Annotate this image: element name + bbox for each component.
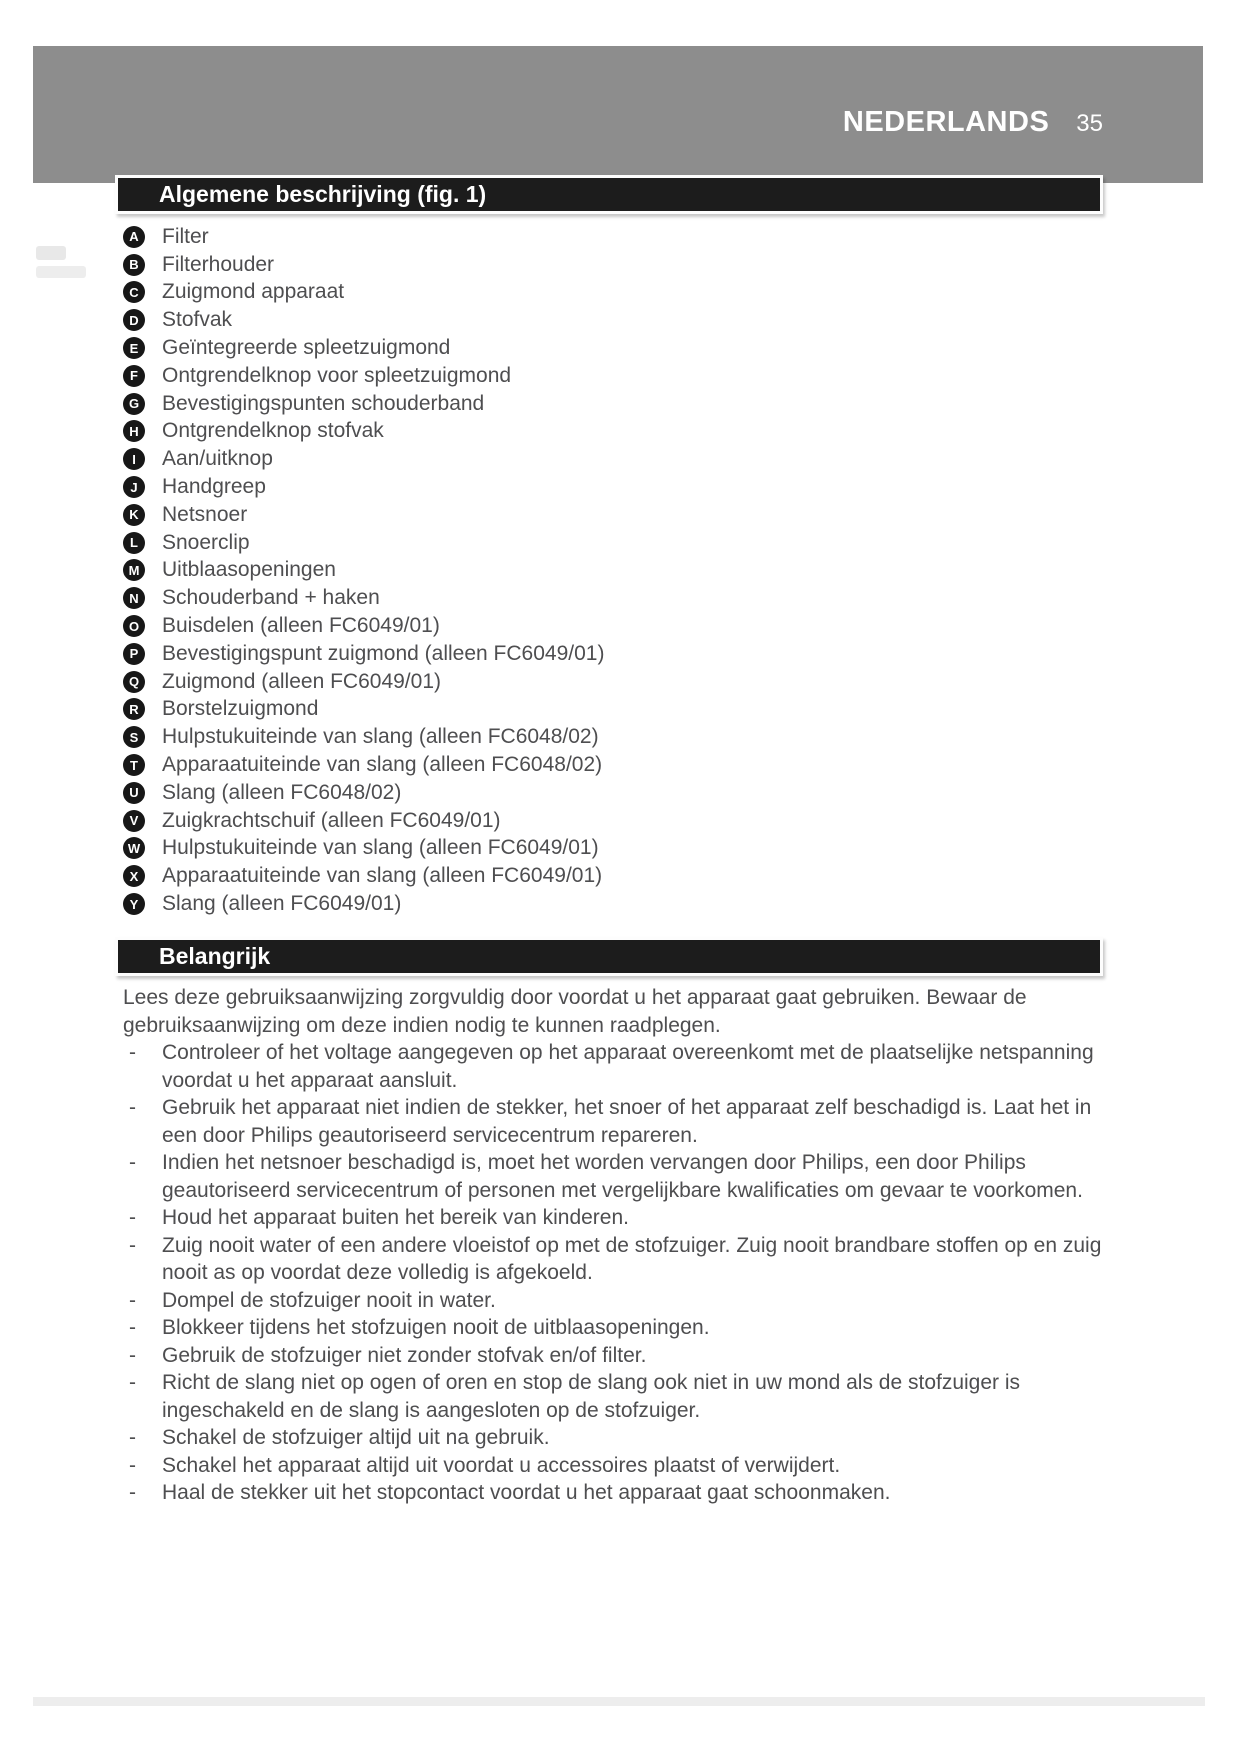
part-row: [123, 862, 604, 890]
part-label: Slang (alleen FC6049/01): [162, 892, 402, 916]
part-letter-badge: V: [123, 810, 145, 832]
safety-bullet: [123, 1369, 1113, 1424]
part-row: [123, 835, 604, 863]
dash-bullet: -: [129, 1371, 136, 1394]
safety-bullet: [123, 1479, 1113, 1507]
dash-bullet: -: [129, 1481, 136, 1504]
part-row: [123, 751, 604, 779]
scan-artifact-bottom-strip: [33, 1697, 1205, 1706]
safety-bullet: [123, 1204, 1113, 1232]
page-header: [843, 106, 1103, 139]
dash-bullet: -: [129, 1426, 136, 1449]
important-title: Belangrijk: [159, 943, 271, 969]
part-label: Zuigmond (alleen FC6049/01): [162, 669, 441, 693]
part-row: [123, 696, 604, 724]
part-letter-badge: M: [123, 559, 145, 581]
part-label: Filterhouder: [162, 252, 275, 276]
safety-bullet: [123, 1342, 1113, 1370]
part-row: [123, 362, 604, 390]
part-letter-badge: K: [123, 504, 145, 526]
part-label: Slang (alleen FC6048/02): [162, 780, 402, 804]
part-row: [123, 529, 604, 557]
part-letter-badge: B: [123, 254, 145, 276]
part-letter-badge: H: [123, 420, 145, 442]
part-letter-badge: F: [123, 365, 145, 387]
part-letter-badge: J: [123, 476, 145, 498]
part-label: Ontgrendelknop stofvak: [162, 419, 384, 443]
important-content: [123, 984, 1113, 1507]
part-letter-badge: W: [123, 837, 145, 859]
general-description-title: Algemene beschrijving (fig. 1): [159, 181, 487, 207]
part-row: [123, 779, 604, 807]
part-row: [123, 584, 604, 612]
part-letter-badge: O: [123, 615, 145, 637]
part-row: [123, 668, 604, 696]
dash-bullet: -: [129, 1453, 136, 1477]
part-label: Borstelzuigmond: [162, 697, 319, 721]
part-row: [123, 306, 604, 334]
part-row: [123, 334, 604, 362]
part-row: [123, 723, 604, 751]
part-letter-badge: G: [123, 393, 145, 415]
safety-bullet: [123, 1314, 1113, 1342]
safety-bullet: [123, 1452, 1113, 1480]
part-letter-badge: S: [123, 726, 145, 748]
dash-bullet: -: [129, 1096, 136, 1119]
part-row: [123, 807, 604, 835]
part-letter-badge: A: [123, 226, 145, 248]
part-letter-badge: U: [123, 782, 145, 804]
dash-bullet: -: [129, 1151, 136, 1174]
part-label: Aan/uitknop: [162, 447, 273, 471]
part-label: Zuigmond apparaat: [162, 280, 345, 304]
part-label: Hulpstukuiteinde van slang (alleen FC6048/02): [162, 725, 599, 749]
bullet-text: Schakel de stofzuiger altijd uit na gebruik.: [162, 1426, 550, 1449]
part-label: Buisdelen (alleen FC6049/01): [162, 614, 440, 638]
part-row: [123, 279, 604, 307]
part-label: Stofvak: [162, 308, 233, 332]
bullet-text: Haal de stekker uit het stopcontact voordat u het apparaat gaat schoonmaken.: [162, 1481, 891, 1504]
intro-paragraph: Lees deze gebruiksaanwijzing zorgvuldig door voordat u het apparaat gaat gebruiken. Bewaar de gebruiksaanwijzing om deze indien nodig te kunnen raadplegen.: [123, 986, 1027, 1037]
dash-bullet: -: [129, 1288, 136, 1312]
part-letter-badge: Q: [123, 671, 145, 693]
part-label: Snoerclip: [162, 530, 250, 554]
part-row: [123, 557, 604, 585]
part-label: Schouderband + haken: [162, 586, 380, 610]
part-label: Netsnoer: [162, 502, 248, 526]
safety-bullet: [123, 1287, 1113, 1315]
part-row: [123, 473, 604, 501]
page-number: 35: [1076, 110, 1103, 137]
part-letter-badge: N: [123, 587, 145, 609]
safety-list: [123, 1039, 1113, 1507]
safety-bullet: [123, 1094, 1113, 1149]
part-row: [123, 501, 604, 529]
section-bar-important: [115, 937, 1103, 976]
part-row: [123, 612, 604, 640]
part-letter-badge: T: [123, 754, 145, 776]
part-letter-badge: E: [123, 337, 145, 359]
part-label: Zuigkrachtschuif (alleen FC6049/01): [162, 808, 501, 832]
dash-bullet: -: [129, 1343, 136, 1367]
bullet-text: Blokkeer tijdens het stofzuigen nooit de uitblaasopeningen.: [162, 1316, 710, 1339]
part-label: Ontgrendelknop voor spleetzuigmond: [162, 363, 512, 387]
bullet-text: Houd het apparaat buiten het bereik van kinderen.: [162, 1206, 629, 1229]
part-row: [123, 445, 604, 473]
bullet-text: Zuig nooit water of een andere vloeistof op met de stofzuiger. Zuig nooit brandbare stoffen op en zuig nooit as op voordat deze volledig is afgekoeld.: [162, 1233, 1102, 1284]
dash-bullet: -: [129, 1316, 136, 1339]
part-letter-badge: Y: [123, 893, 145, 915]
part-label: Bevestigingspunt zuigmond (alleen FC6049/01): [162, 641, 605, 665]
part-letter-badge: L: [123, 532, 145, 554]
part-letter-badge: P: [123, 643, 145, 665]
dash-bullet: -: [129, 1233, 136, 1257]
safety-bullet: [123, 1149, 1113, 1204]
part-row: [123, 418, 604, 446]
part-letter-badge: X: [123, 865, 145, 887]
part-letter-badge: I: [123, 448, 145, 470]
part-label: Bevestigingspunten schouderband: [162, 391, 485, 415]
bullet-text: Schakel het apparaat altijd uit voordat u accessoires plaatst of verwijdert.: [162, 1453, 841, 1477]
safety-bullet: [123, 1039, 1113, 1094]
part-label: Hulpstukuiteinde van slang (alleen FC6049/01): [162, 836, 599, 860]
bullet-text: Controleer of het voltage aangegeven op het apparaat overeenkomt met de plaatselijke netspanning voordat u het apparaat aansluit.: [162, 1041, 1094, 1092]
part-letter-badge: R: [123, 698, 145, 720]
bullet-text: Dompel de stofzuiger nooit in water.: [162, 1288, 496, 1312]
part-label: Filter: [162, 224, 209, 248]
part-row: [123, 640, 604, 668]
parts-list: [123, 223, 604, 918]
section-bar-general-description: [115, 175, 1103, 214]
scan-artifact-smudge: [36, 266, 86, 278]
bullet-text: Indien het netsnoer beschadigd is, moet het worden vervangen door Philips, een door Philips geautoriseerd servicecentrum of personen met vergelijkbare kwalificaties om gevaar te voorkomen.: [162, 1151, 1083, 1202]
part-row: [123, 390, 604, 418]
dash-bullet: -: [129, 1206, 136, 1229]
part-letter-badge: C: [123, 281, 145, 303]
part-row: [123, 223, 604, 251]
part-row: [123, 890, 604, 918]
bullet-text: Gebruik het apparaat niet indien de stekker, het snoer of het apparaat zelf beschadigd is. Laat het in een door Philips geautoriseerd servicecentrum repareren.: [162, 1096, 1092, 1147]
safety-bullet: [123, 1424, 1113, 1452]
bullet-text: Gebruik de stofzuiger niet zonder stofvak en/of filter.: [162, 1343, 647, 1367]
part-row: [123, 251, 604, 279]
part-letter-badge: D: [123, 309, 145, 331]
part-label: Uitblaasopeningen: [162, 558, 336, 582]
header-band: [33, 46, 1203, 183]
bullet-text: Richt de slang niet op ogen of oren en stop de slang ook niet in uw mond als de stofzuiger is ingeschakeld en de slang is aangesloten op de stofzuiger.: [162, 1371, 1021, 1422]
dash-bullet: -: [129, 1041, 136, 1064]
part-label: Apparaatuiteinde van slang (alleen FC6048/02): [162, 753, 603, 777]
part-label: Geïntegreerde spleetzuigmond: [162, 336, 451, 360]
part-label: Handgreep: [162, 475, 266, 499]
language-title: NEDERLANDS: [842, 106, 1050, 138]
scan-artifact-smudge: [36, 246, 66, 260]
part-label: Apparaatuiteinde van slang (alleen FC6049/01): [162, 864, 603, 888]
safety-bullet: [123, 1232, 1113, 1287]
